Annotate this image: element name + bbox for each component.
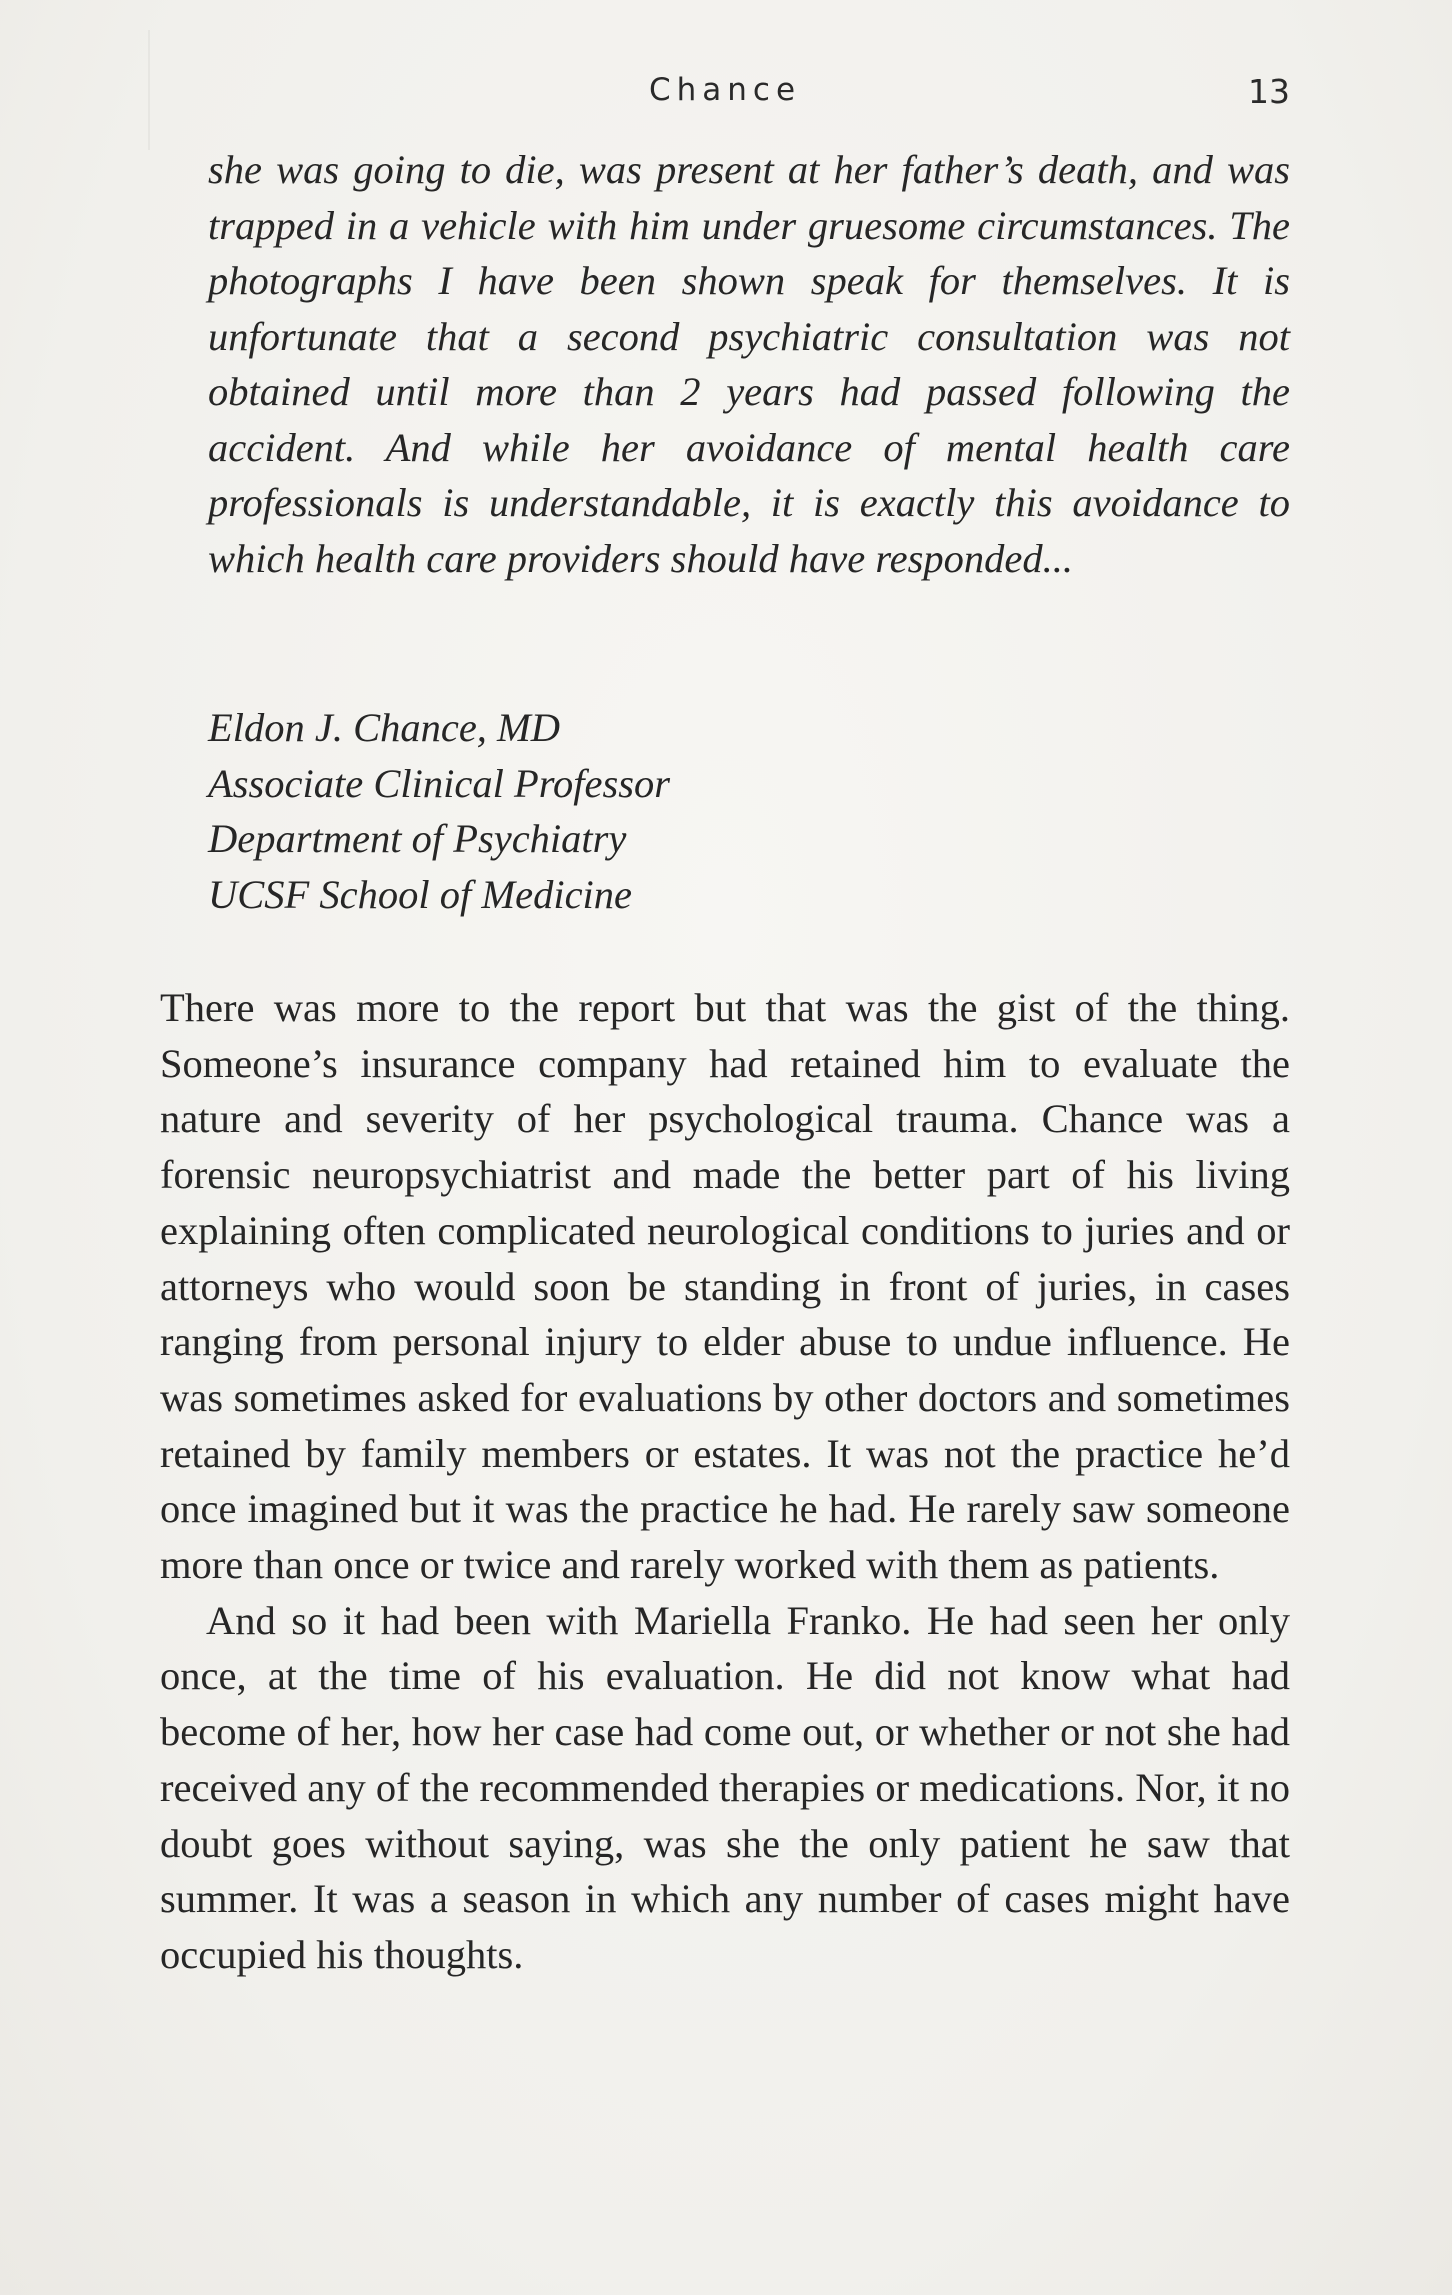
report-quote: she was going to die, was present at her father’s death, and was trapped in a vehicle with him under gruesome circumstances. The photographs I have been shown speak for themselves. It is unfortunate that a second psychiatric consultation was not obtained until more than 2 years had passed following the accident. And while her avoidance of mental health care professionals is understandable, it is exactly this avoidance to which health care providers should have responded... xyxy=(208,147,1290,581)
signature-name: Eldon J. Chance, MD xyxy=(208,705,561,750)
scan-artifact xyxy=(148,30,150,150)
paragraph: There was more to the report but that was the gist of the thing. Someone’s insurance company had retained him to evaluate the nature and severity of her psychological trauma. Chance was a forensic neuropsychiatrist and made the better part of his living explaining often complicated neurological conditions to juries and or attorneys who would soon be standing in front of juries, in cases ranging from personal injury to elder abuse to undue influence. He was sometimes asked for evaluations by other doctors and sometimes retained by family members or estates. It was not the practice he’d once imagined but it was the practice he had. He rarely saw someone more than once or twice and rarely worked with them as patients. xyxy=(160,985,1290,1588)
running-head: Chance xyxy=(648,72,802,108)
paragraph: And so it had been with Mariella Franko. He had seen her only once, at the time of his evaluation. He did not know what had become of her, how her case had come out, or whether or not she had received any of the recommended therapies or medications. Nor, it no doubt goes without saying, was she the only patient he saw that summer. It was a season in which any number of cases might have occupied his thoughts. xyxy=(160,1597,1290,1977)
page-header xyxy=(160,72,1290,122)
signature-title: Associate Clinical Professor xyxy=(208,760,670,806)
signature-department: Department of Psychiatry xyxy=(208,816,627,861)
signature-school: UCSF School of Medicine xyxy=(208,871,633,917)
body-text xyxy=(160,980,1290,1983)
signature-block xyxy=(208,700,1108,922)
page-number: 13 xyxy=(1248,72,1290,111)
